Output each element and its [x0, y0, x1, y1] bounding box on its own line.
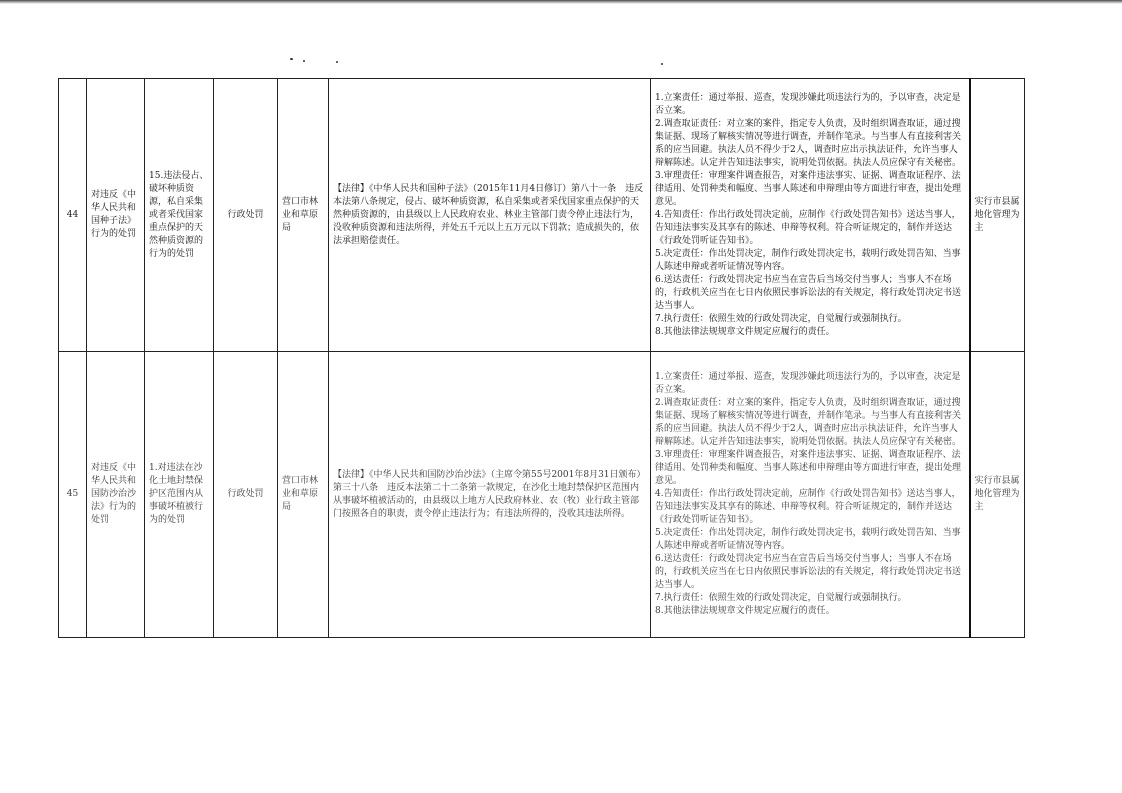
responsibility-list [651, 352, 970, 638]
responsibility-item: 6.送达责任：行政处罚决定书应当在宣告后当场交付当事人；当事人不在场的，行政机关应当在七日内依照民事诉讼法的有关规定，将行政处罚决定书送达当事人。 [655, 554, 962, 590]
responsibility-list [651, 79, 970, 352]
scan-speck [336, 61, 338, 63]
responsibility-item: 3.审理责任：审理案件调查报告，对案件违法事实、证据、调查取证程序、法律适用、处罚种类和幅度、当事人陈述和申辩理由等方面进行审查，提出处理意见。 [655, 170, 962, 207]
responsibility-item: 8.其他法律法规规章文件规定应履行的责任。 [655, 326, 835, 337]
responsibility-item: 1.立案责任：通过举报、巡查，发现涉嫌此项违法行为的，予以审查，决定是否立案。 [655, 372, 961, 395]
scan-edge [0, 0, 1122, 4]
responsibility-item: 8.其他法律法规规章文件规定应履行的责任。 [655, 606, 835, 616]
scan-speck [290, 58, 293, 60]
responsibility-item: 1.立案责任：通过举报、巡查，发现涉嫌此项违法行为的，予以审查，决定是否立案。 [655, 92, 961, 116]
responsibility-item: 4.告知责任：作出行政处罚决定前，应制作《行政处罚告知书》送达当事人，告知违法事实及其享有的陈述、申辩等权利。符合听证规定的，制作并送达《行政处罚听证告知书》。 [655, 489, 961, 525]
responsibility-item: 3.审理责任：审理案件调查报告，对案件违法事实、证据、调查取证程序、法律适用、处罚种类和幅度、当事人陈述和申辩理由等方面进行审查，提出处理意见。 [655, 450, 962, 486]
responsibility-item: 6.送达责任：行政处罚决定书应当在宣告后当场交付当事人；当事人不在场的，行政机关应当在七日内依照民事诉讼法的有关规定，将行政处罚决定书送达当事人。 [655, 274, 962, 311]
responsibility-item: 2.调查取证责任：对立案的案件，指定专人负责，及时组织调查取证，通过搜集证据、现场了解核实情况等进行调查，并制作笔录。与当事人有直接利害关系的应当回避。执法人员不得少于2人，调查时应出示执法证件，允许当事人辩解陈述。认定并告知违法事实，说明处罚依据。执法人员应保守有关秘密。 [655, 118, 962, 168]
legal-basis: 【法律】《中华人民共和国防沙治沙法》（主席令第55号2001年8月31日颁布）第三十八条 违反本法第二十二条第一款规定，在沙化土地封禁保护区范围内从事破坏植被活动的，由县级以上地方人民政府林业、农（牧）业行政主管部门按照各自的职责，责令停止违法行为；有违法所得的，没收其违法所得。 [329, 352, 651, 638]
responsibility-item: 7.执行责任：依照生效的行政处罚决定，自觉履行或强制执行。 [655, 313, 907, 324]
item-name: 对违反《中华人民共和国防沙治沙法》行为的处罚 [87, 352, 145, 638]
item-name: 对违反《中华人民共和国种子法》行为的处罚 [87, 79, 145, 352]
management-level: 实行市县属地化管理为主 [970, 79, 1025, 352]
table-row [59, 352, 1025, 638]
responsibility-item: 5.决定责任：作出处罚决定，制作行政处罚决定书，载明行政处罚告知、当事人陈述申辩或者听证情况等内容。 [655, 528, 961, 551]
scan-speck [661, 63, 663, 65]
responsibility-item: 5.决定责任：作出处罚决定，制作行政处罚决定书，载明行政处罚告知、当事人陈述申辩或者听证情况等内容。 [655, 248, 961, 272]
table-row [59, 79, 1025, 352]
sub-item-name: 1.对违法在沙化土地封禁保护区范围内从事破坏植被行为的处罚 [145, 352, 214, 638]
sub-item-name: 15.违法侵占、破坏种质资源，私自采集或者采伐国家重点保护的天然种质资源的行为的处罚 [145, 79, 214, 352]
legal-basis: 【法律】《中华人民共和国种子法》（2015年11月4日修订）第八十一条 违反本法第八条规定，侵占、破坏种质资源，私自采集或者采伐国家重点保护的天然种质资源的，由县级以上人民政府农业、林业主管部门责令停止违法行为，没收种质资源和违法所得，并处五千元以上五万元以下罚款；造成损失的，依法承担赔偿责任。 [329, 79, 651, 352]
power-type: 行政处罚 [214, 352, 278, 638]
row-number: 44 [59, 79, 87, 352]
management-level: 实行市县属地化管理为主 [970, 352, 1025, 638]
scan-speck [303, 60, 305, 62]
power-type: 行政处罚 [214, 79, 278, 352]
implementing-department: 营口市林业和草原局 [278, 79, 329, 352]
responsibility-item: 2.调查取证责任：对立案的案件，指定专人负责，及时组织调查取证，通过搜集证据、现场了解核实情况等进行调查，并制作笔录。与当事人有直接利害关系的应当回避。执法人员不得少于2人，调查时应出示执法证件，允许当事人辩解陈述。认定并告知违法事实，说明处罚依据。执法人员应保守有关秘密。 [655, 398, 962, 447]
responsibility-table [58, 78, 1025, 638]
row-number: 45 [59, 352, 87, 638]
responsibility-item: 4.告知责任：作出行政处罚决定前，应制作《行政处罚告知书》送达当事人，告知违法事实及其享有的陈述、申辩等权利。符合听证规定的，制作并送达《行政处罚听证告知书》。 [655, 209, 961, 246]
responsibility-item: 7.执行责任：依照生效的行政处罚决定，自觉履行或强制执行。 [655, 593, 907, 603]
implementing-department: 营口市林业和草原局 [278, 352, 329, 638]
